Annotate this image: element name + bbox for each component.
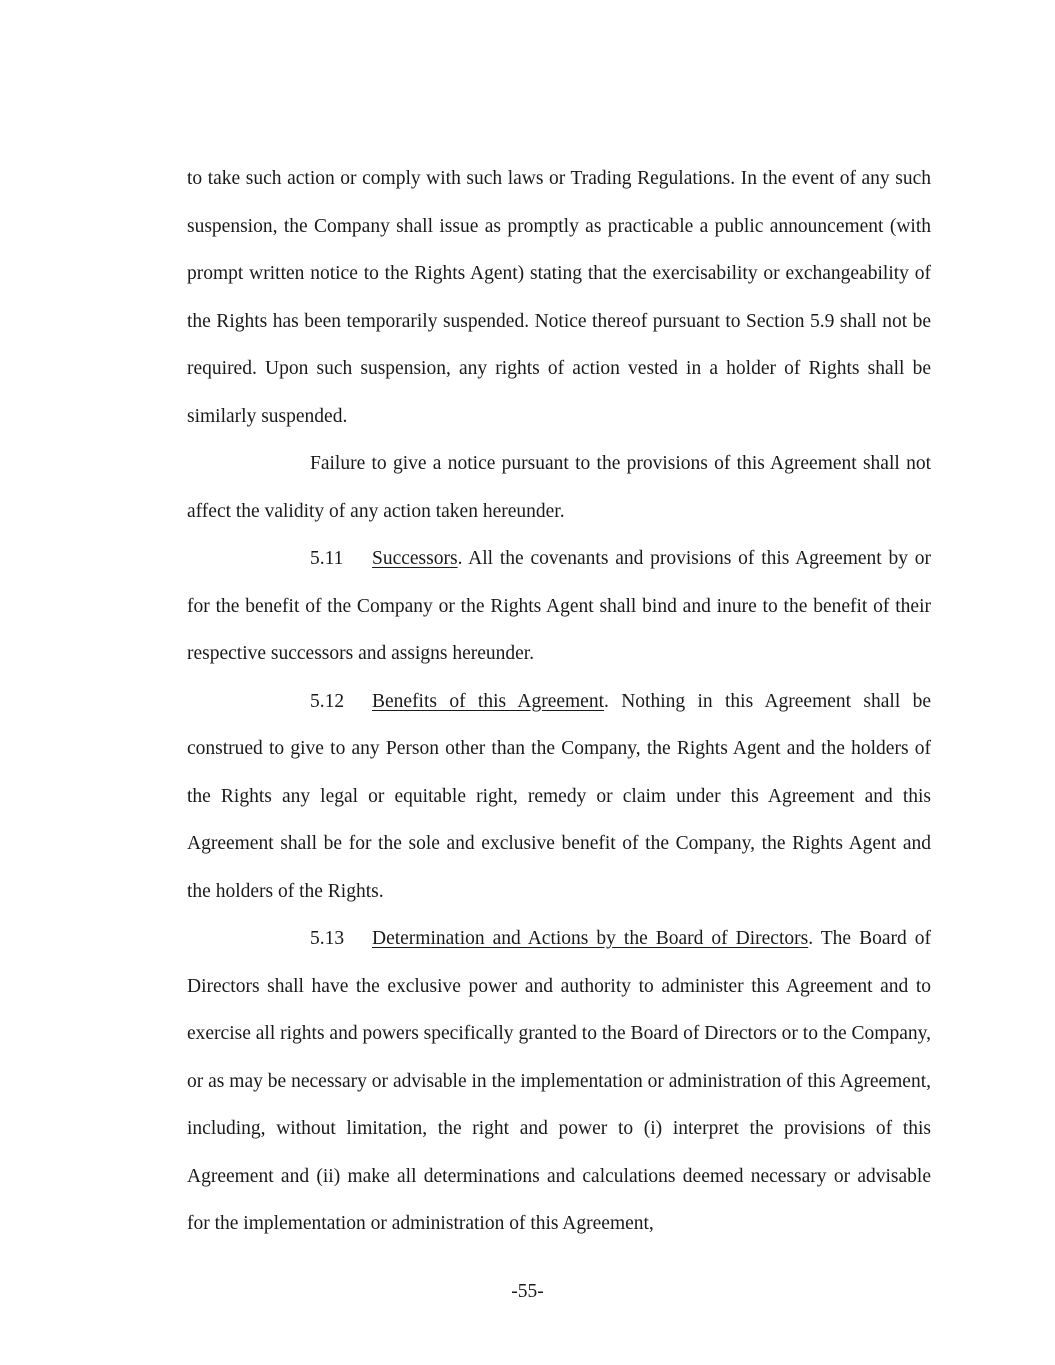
section-number: 5.11 — [310, 548, 344, 569]
section-text: . All the covenants and provisions of this Agreement by or for the benefit of the Company or the Rights Agent shall bind and inure to the benefit of their respective successors and assigns hereunder. — [187, 548, 931, 664]
section-5-12 — [187, 678, 931, 916]
section-heading: Successors — [372, 548, 458, 569]
section-number: 5.13 — [310, 928, 345, 949]
section-5-13 — [187, 915, 931, 1248]
section-5-11 — [187, 535, 931, 678]
section-heading: Benefits of this Agreement — [372, 690, 604, 712]
document-body — [187, 155, 931, 1248]
paragraph-failure-to-give-notice: Failure to give a notice pursuant to the provisions of this Agreement shall not affect the validity of any action taken hereunder. — [187, 453, 931, 522]
section-heading: Determination and Actions by the Board of Directors — [372, 928, 809, 949]
section-text: . Nothing in this Agreement shall be construed to give to any Person other than the Company, the Rights Agent and the holders of the Rights any legal or equitable right, remedy or claim under this Agreement and this Agreement shall be for the sole and exclusive benefit of the Company, the Rights Agent and the holders of the Rights. — [187, 690, 932, 902]
section-number: 5.12 — [310, 690, 345, 712]
section-text: . The Board of Directors shall have the exclusive power and authority to administer this Agreement and to exercise all rights and powers specifically granted to the Board of Directors or to the Company, or as may be necessary or advisable in the implementation or administration of this Agreement, including, without limitation, the right and power to (i) interpret the provisions of this Agreement and (ii) make all determinations and calculations deemed necessary or advisable for the implementation or administration of this Agreement, — [187, 928, 931, 1234]
paragraph-suspension-continuation: to take such action or comply with such laws or Trading Regulations. In the event of any such suspension, the Company shall issue as promptly as practicable a public announcement (with prompt written notice to the Rights Agent) stating that the exercisability or exchangeability of the Rights has been temporarily suspended. Notice thereof pursuant to Section 5.9 shall not be required. Upon such suspension, any rights of action vested in a holder of Rights shall be similarly suspended. — [187, 168, 931, 427]
page-number: -55- — [511, 1281, 544, 1302]
